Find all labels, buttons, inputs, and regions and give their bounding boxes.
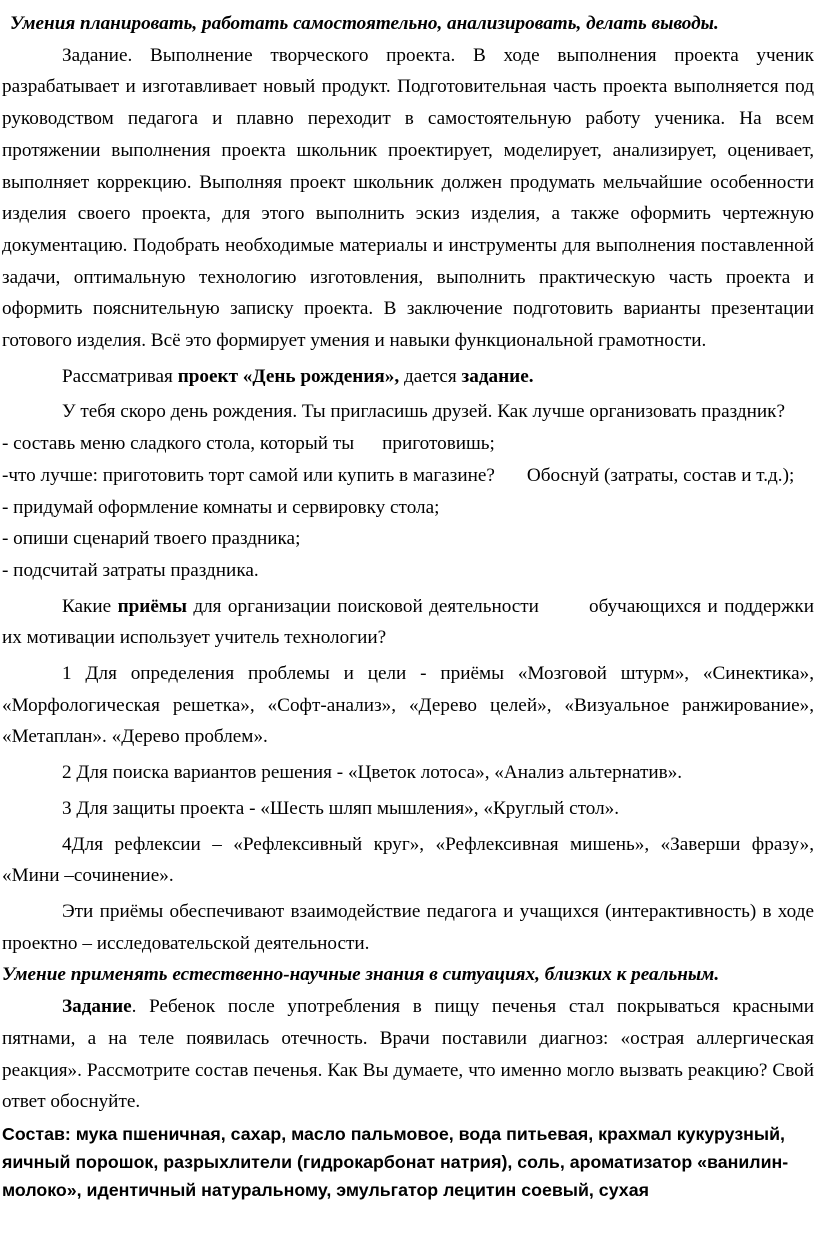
- task-text: . Ребенок после употребления в пищу печенья стал покрываться красными пятнами, а на теле появилась отечность. Врачи поставили диагноз: «острая аллергическая реакция». Рассмотрите состав печенья. Как Вы думаете, что именно могло вызвать реакцию? Свой ответ обоснуйте.: [2, 996, 814, 1113]
- question-text: для организации поисковой деятельности: [193, 595, 539, 617]
- list-item: - опиши сценарий твоего праздника;: [2, 528, 301, 550]
- document-body: [2, 8, 814, 1204]
- list-item-text: -что лучше: приготовить торт самой или купить в магазине?: [2, 464, 495, 486]
- list-item-text: Обоснуй (затраты, состав и т.д.);: [526, 464, 795, 486]
- section-heading-science: [2, 959, 814, 991]
- task-label: Задание: [62, 996, 132, 1018]
- birthday-intro-paragraph: У тебя скоро день рождения. Ты пригласишь друзей. Как лучше организовать праздник?: [62, 401, 786, 423]
- interactivity-text: взаимодействие педагога и учащихся (интерактивность) в ходе проектно – исследовательской деятельности.: [2, 900, 814, 954]
- technique-item: 4Для рефлексии – «Рефлексивный круг», «Рефлексивная мишень», «Заверши фразу», «Мини –сочинение».: [2, 833, 814, 887]
- project-middle-text: дается: [403, 365, 457, 387]
- project-name: проект «День рождения»,: [177, 365, 400, 387]
- list-item: [2, 428, 814, 460]
- section-heading-skills: Умения планировать, работать самостоятельно, анализировать, делать выводы.: [10, 13, 719, 34]
- list-item-text: приготовишь;: [382, 433, 495, 455]
- technique-item: 3 Для защиты проекта - «Шесть шляп мышления», «Круглый стол».: [62, 797, 620, 819]
- interactivity-text: Эти приёмы обеспечивают: [62, 900, 285, 922]
- technique-item: 2 Для поиска вариантов решения - «Цветок лотоса», «Анализ альтернатив».: [62, 762, 683, 784]
- list-item-text: - составь меню сладкого стола, который ты: [2, 433, 355, 455]
- composition-paragraph: Состав: мука пшеничная, сахар, масло пальмовое, вода питьевая, крахмал кукурузный, яичный порошок, разрыхлители (гидрокарбонат натрия), соль, ароматизатор «ванилин-молоко», идентичный натуральному, эмульгатор лецитин соевый, сухая: [2, 1123, 789, 1200]
- question-text: обучающихся и поддержки их мотивации использует учитель технологии?: [2, 595, 814, 649]
- question-paragraph: [2, 591, 814, 654]
- question-text: Какие: [62, 595, 112, 617]
- project-paragraph: [2, 361, 814, 393]
- list-item: - придумай оформление комнаты и сервировку стола;: [2, 496, 440, 518]
- task-paragraph-allergy: [2, 991, 814, 1118]
- interactivity-paragraph: [2, 896, 814, 959]
- project-lead-text: Рассматривая: [62, 365, 173, 387]
- task-paragraph-project: [2, 40, 814, 357]
- list-item: - подсчитай затраты праздника.: [2, 559, 259, 581]
- list-item: [2, 460, 814, 492]
- task-text: Выполнение творческого проекта. В ходе выполнения проекта ученик разрабатывает и изготавливает новый продукт. Подготовительная часть проекта выполняется под руководством педагога и плавно переходит в самостоятельную работу ученика. На всем протяжении выполнения проекта школьник проектирует, моделирует, анализирует, оценивает, выполняет коррекцию. Выполняя проект школьник должен продумать мельчайшие особенности изделия своего проекта, для этого выполнить эскиз изделия, а также оформить чертежную документацию. Подобрать необходимые материалы и инструменты для выполнения поставленной задачи, оптимальную технологию изготовления, выполнить практическую часть проекта и оформить пояснительную записку проекта. В заключение подготовить варианты презентации готового изделия. Всё это формирует умения и навыки функциональной грамотности.: [2, 44, 815, 352]
- task-label: Задание.: [62, 44, 133, 66]
- project-task-label: задание.: [461, 365, 534, 387]
- question-bold-word: приёмы: [117, 595, 187, 617]
- section-heading-dot: .: [714, 964, 720, 986]
- technique-item: 1 Для определения проблемы и цели - приёмы «Мозговой штурм», «Синектика», «Морфологическая решетка», «Софт-анализ», «Дерево целей», «Визуальное ранжирование», «Метаплан». «Дерево проблем».: [2, 663, 814, 748]
- section-heading-text: Умение применять естественно-научные знания в ситуациях, близких к реальным: [2, 964, 715, 986]
